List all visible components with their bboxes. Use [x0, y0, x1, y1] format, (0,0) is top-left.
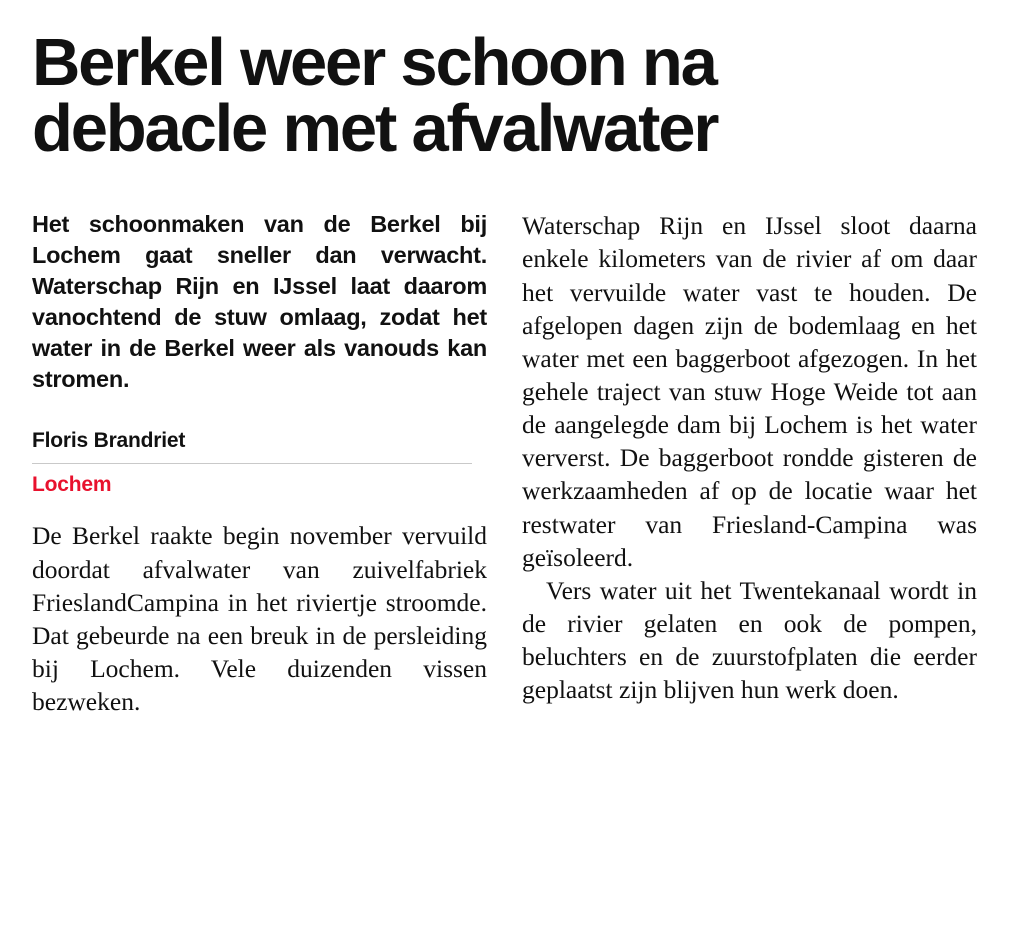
standfirst: Het schoonmaken van de Berkel bij Lochem gaat sneller dan verwacht. Waterschap Rijn en IJssel laat daarom vanochtend de stuw omlaag, zodat het water in de Berkel weer als vanouds kan stromen.	[32, 211, 487, 393]
article-columns	[32, 209, 977, 718]
byline-divider	[32, 463, 472, 464]
left-column	[32, 209, 487, 718]
dateline: Lochem	[32, 473, 112, 497]
byline: Floris Brandriet	[32, 429, 186, 453]
body-paragraph: Waterschap Rijn en IJssel sloot daarna enkele kilometers van de rivier af om daar het vervuilde water vast te houden. De afgelopen dagen zijn de bodemlaag en het water met een baggerboot afgezogen. In het gehele traject van stuw Hoge Weide tot aan de aangelegde dam bij Lochem is het water ververst. De baggerboot rondde gisteren de werkzaamheden af op de locatie waar het restwater van Friesland-Campina was geïsoleerd.	[522, 211, 977, 572]
page-title	[32, 25, 962, 166]
headline-line-1: Berkel weer schoon na	[32, 25, 716, 100]
headline-line-2: debacle met afvalwater	[32, 90, 718, 166]
right-column	[522, 209, 977, 718]
body-paragraph: Vers water uit het Twentekanaal wordt in de rivier gelaten en ook de pompen, beluchters en de zuurstofplaten die eerder geplaatst zijn blijven hun werk doen.	[522, 575, 977, 705]
body-paragraph: De Berkel raakte begin november vervuild doordat afvalwater van zuivelfabriek FrieslandCampina in het riviertje stroomde. Dat gebeurde na een breuk in de persleiding bij Lochem. Vele duizenden vissen bezweken.	[32, 521, 487, 717]
